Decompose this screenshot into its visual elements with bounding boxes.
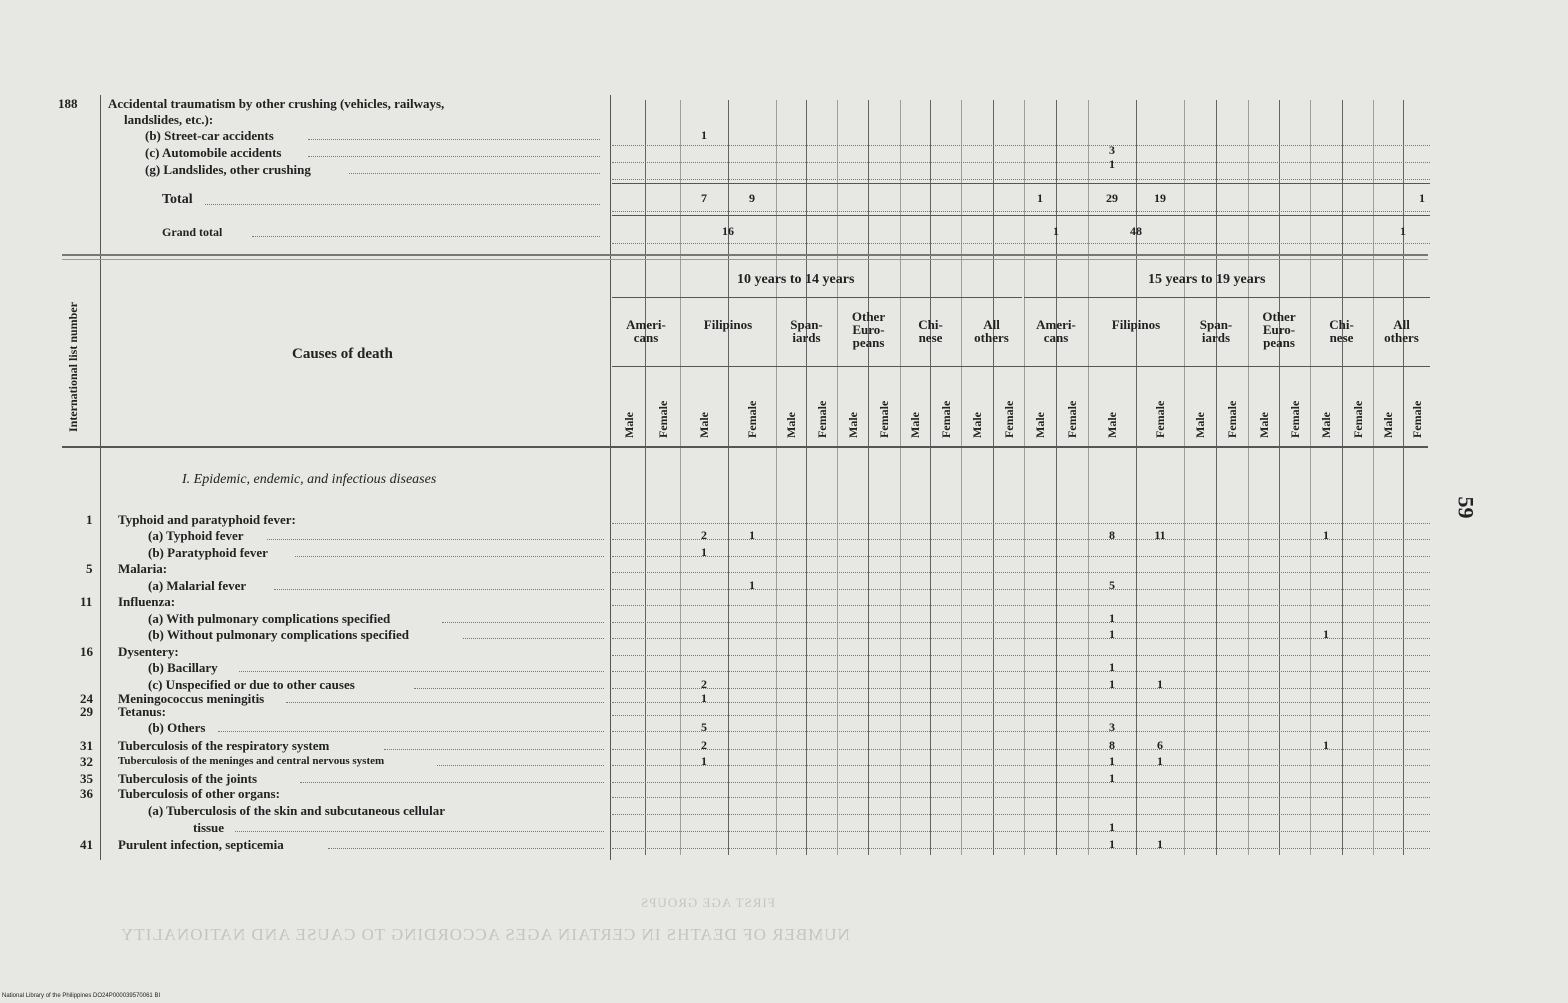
table-cell-value: 5	[1109, 578, 1115, 592]
table-cell-value: 8	[1109, 528, 1115, 542]
table-cell-value: 2	[701, 738, 707, 752]
causes-header: Causes of death	[292, 346, 393, 362]
column-rule	[1310, 100, 1311, 855]
leader-dots	[286, 702, 604, 703]
leader-dots	[384, 749, 604, 750]
nationality-header-line: Chi-	[1329, 317, 1354, 332]
row-label: tissue	[193, 820, 225, 835]
row-leader	[612, 797, 1430, 798]
leader-dots	[235, 831, 604, 832]
nationality-header-line: peans	[1263, 335, 1295, 350]
sex-header: Male	[1193, 412, 1207, 438]
leader-dots	[252, 236, 600, 237]
rule-section-break2	[62, 259, 1428, 260]
row-label: Dysentery:	[118, 644, 179, 659]
column-rule	[1136, 100, 1137, 855]
column-rule	[1056, 100, 1057, 855]
sex-header: Female	[877, 400, 891, 438]
footer-credit: National Library of the Philippines DO24P000039570061 BI	[2, 993, 161, 999]
table-cell-value: 1	[1109, 754, 1115, 768]
table-cell-value: 1	[1109, 837, 1115, 851]
sex-header: Male	[1319, 412, 1333, 438]
top-row-label: landslides, etc.):	[124, 112, 214, 127]
row-leader	[612, 162, 1430, 163]
sex-header: Female	[1350, 400, 1365, 438]
table-cell-value: 3	[1109, 720, 1115, 734]
sex-header: Male	[908, 412, 922, 438]
sex-header: Male	[1105, 412, 1119, 438]
section-title: I. Epidemic, endemic, and infectious diseases	[182, 472, 437, 487]
nationality-header-line: Filipinos	[1111, 317, 1161, 332]
column-rule	[645, 100, 646, 855]
row-leader	[612, 539, 1430, 540]
table-cell-value: 1	[1323, 738, 1329, 752]
column-rule	[1373, 100, 1374, 855]
row-leader	[612, 243, 1430, 244]
leader-dots	[414, 688, 604, 689]
nationality-header-line: All	[1393, 317, 1410, 332]
sex-header: Male	[621, 412, 636, 438]
row-label: (a) Typhoid fever	[148, 528, 244, 543]
sex-header: Male	[845, 412, 860, 438]
row-leader	[612, 605, 1430, 606]
row-number: 5	[86, 561, 93, 576]
sex-header: Female	[655, 400, 670, 438]
row-leader	[612, 831, 1430, 832]
row-label: (b) Without pulmonary complications specified	[148, 627, 409, 642]
leader-dots	[239, 671, 604, 672]
table-cell-value: 3	[1109, 143, 1115, 157]
table-rule	[610, 95, 611, 860]
column-rule	[993, 100, 994, 855]
table-cell-value: 1	[1109, 611, 1115, 625]
row-leader	[612, 179, 1430, 180]
sex-header: Male	[784, 412, 798, 438]
column-rule	[806, 100, 807, 855]
rule-section-break	[62, 254, 1428, 256]
nationality-header	[776, 318, 837, 344]
age-group-header: 10 years to 14 years	[737, 272, 855, 287]
row-leader	[612, 638, 1430, 639]
table-cell-value: 1	[701, 545, 707, 559]
leader-dots	[300, 782, 604, 783]
leader-dots	[218, 731, 604, 732]
row-number: 36	[80, 786, 93, 801]
top-row-label: (g) Landslides, other crushing	[145, 162, 311, 177]
row-label: (c) Unspecified or due to other causes	[148, 677, 355, 692]
row-leader	[612, 145, 1430, 146]
nationality-header-line: cans	[1043, 330, 1069, 345]
row-leader	[612, 715, 1430, 716]
nationality-header-line: Ameri-	[626, 317, 666, 332]
sex-header: Female	[1153, 400, 1167, 438]
row-label: Typhoid and paratyphoid fever:	[118, 512, 296, 527]
row-number: 35	[80, 771, 93, 786]
nationality-header	[961, 318, 1022, 344]
row-leader	[612, 731, 1430, 732]
row-leader	[612, 782, 1430, 783]
column-rule	[837, 100, 838, 855]
nationality-header-line: nese	[918, 330, 943, 345]
column-rule	[900, 100, 901, 855]
column-rule	[728, 100, 729, 855]
row-number: 1	[86, 512, 93, 527]
rule-grand	[612, 215, 1430, 216]
sex-header: Female	[1225, 400, 1239, 438]
column-rule	[930, 100, 931, 855]
rule-nat	[612, 366, 1430, 367]
row-leader	[612, 523, 1430, 524]
sex-header: Female	[1001, 400, 1016, 438]
table-cell-value: 1	[1109, 820, 1115, 834]
nationality-header-line: Ameri-	[1036, 317, 1076, 332]
row-number: 24	[80, 691, 93, 706]
nationality-header-line: iards	[1201, 330, 1231, 345]
row-label: Influenza:	[118, 594, 176, 609]
nationality-header-line: All	[983, 317, 1000, 332]
leader-dots	[437, 765, 604, 766]
table-cell-value: 1	[749, 578, 755, 592]
nationality-header-line: iards	[792, 330, 821, 345]
table-cell-value: 1	[1109, 677, 1115, 691]
nationality-header-line: Other	[851, 309, 886, 324]
table-cell-value: 11	[1154, 528, 1166, 542]
row-leader	[612, 556, 1430, 557]
bleed-through-title: NUMBER OF DEATHS IN CERTAIN AGES ACCORDING TO CAUSE AND NATIONALITY	[120, 925, 850, 944]
sex-header: Female	[745, 400, 759, 438]
nationality-header-line: Euro-	[852, 322, 885, 337]
table-cell-value: 1	[1400, 224, 1406, 238]
table-cell-value: 19	[1154, 191, 1166, 205]
page-number: 59	[1453, 496, 1479, 519]
table-cell-value: 1	[1323, 627, 1329, 641]
nationality-header-line: cans	[633, 330, 659, 345]
leader-dots	[308, 156, 600, 157]
sex-header: Female	[1409, 400, 1424, 438]
row-label: Tuberculosis of other organs:	[118, 786, 280, 801]
leader-dots	[463, 638, 604, 639]
table-cell-value: 1	[1323, 528, 1329, 542]
rule-group2	[1024, 297, 1430, 298]
row-number: 29	[80, 704, 93, 719]
table-cell-value: 1	[749, 528, 755, 542]
nationality-header-line: Other	[1262, 309, 1296, 324]
column-rule	[680, 100, 681, 855]
row-label: Meningococcus meningitis	[118, 691, 265, 706]
rule-header-bottom	[62, 446, 1428, 448]
row-label: Tuberculosis of the joints	[118, 771, 258, 786]
row-leader	[612, 572, 1430, 573]
leader-dots	[274, 589, 604, 590]
column-rule	[776, 100, 777, 855]
column-rule	[868, 100, 869, 855]
sex-header: Male	[697, 412, 711, 438]
row-label: (b) Paratyphoid fever	[148, 545, 268, 560]
rule-top-total	[612, 183, 1430, 184]
nationality-header-line: nese	[1329, 330, 1354, 345]
age-group-header: 15 years to 19 years	[1148, 272, 1266, 287]
row-leader	[612, 211, 1430, 212]
sex-header: Male	[1033, 412, 1047, 438]
table-cell-value: 48	[1130, 224, 1142, 238]
top-row-label: (c) Automobile accidents	[145, 145, 282, 160]
row-number: 41	[80, 837, 93, 852]
table-cell-value: 5	[701, 720, 707, 734]
intl-list-header: International list number	[66, 301, 80, 432]
table-cell-value: 1	[1109, 157, 1115, 171]
bleed-through-subtitle: FIRST AGE GROUPS	[640, 895, 775, 910]
nationality-header-line: Span-	[790, 317, 823, 332]
nationality-header	[1310, 318, 1373, 344]
column-rule	[1248, 100, 1249, 855]
nationality-header	[1373, 318, 1430, 344]
row-leader	[612, 848, 1430, 849]
sex-header: Male	[970, 412, 984, 438]
leader-dots	[328, 848, 604, 849]
column-rule	[1342, 100, 1343, 855]
table-cell-value: 1	[1053, 224, 1059, 238]
nationality-header-line: Filipinos	[703, 317, 753, 332]
table-cell-value: 1	[1109, 771, 1115, 785]
table-cell-value: 1	[1157, 837, 1163, 851]
column-rule	[1216, 100, 1217, 855]
leader-dots	[205, 204, 600, 205]
table-cell-value: 1	[1157, 677, 1163, 691]
leader-dots	[349, 173, 600, 174]
nationality-header	[837, 310, 900, 349]
row-leader	[612, 749, 1430, 750]
sex-header: Female	[1287, 400, 1302, 438]
row-label: Malaria:	[118, 561, 168, 576]
row-leader	[612, 655, 1430, 656]
row-label: (a) With pulmonary complications specified	[148, 611, 391, 626]
row-label: (b) Others	[148, 720, 206, 735]
table-cell-value: 16	[722, 224, 734, 238]
row-number: 31	[80, 738, 93, 753]
nationality-header	[1184, 318, 1248, 344]
top-row-number: 188	[58, 96, 78, 111]
row-label: Tuberculosis of the respiratory system	[118, 738, 330, 753]
table-cell-value: 1	[1109, 627, 1115, 641]
table-cell-value: 1	[1157, 754, 1163, 768]
table-cell-value: 6	[1157, 738, 1163, 752]
nationality-header	[612, 318, 680, 344]
leader-dots	[308, 139, 600, 140]
nationality-header-line: peans	[852, 335, 885, 350]
row-label: Tetanus:	[118, 704, 166, 719]
table-cell-value: 2	[701, 677, 707, 691]
row-leader	[612, 671, 1430, 672]
row-leader	[612, 688, 1430, 689]
table-cell-value: 1	[1037, 191, 1043, 205]
nationality-header	[680, 318, 776, 331]
row-leader	[612, 702, 1430, 703]
row-label: Tuberculosis of the meninges and central nervous system	[118, 755, 385, 767]
table-cell-value: 29	[1106, 191, 1118, 205]
row-leader	[612, 765, 1430, 766]
column-rule	[1088, 100, 1089, 855]
sex-header: Female	[938, 400, 953, 438]
column-rule	[1279, 100, 1280, 855]
sex-header: Female	[1065, 400, 1079, 438]
table-cell-value: 9	[749, 191, 755, 205]
sex-header: Male	[1381, 412, 1395, 438]
row-label: Purulent infection, septicemia	[118, 837, 284, 852]
row-number: 11	[80, 594, 93, 609]
leader-dots	[442, 622, 604, 623]
top-row-label: Accidental traumatism by other crushing (vehicles, railways,	[108, 96, 445, 111]
row-leader	[612, 589, 1430, 590]
column-rule	[1403, 100, 1404, 855]
nationality-header-line: Chi-	[918, 317, 943, 332]
nationality-header	[1248, 310, 1310, 349]
nationality-header-line: Span-	[1199, 317, 1233, 332]
column-rule	[1024, 100, 1025, 855]
row-label: (b) Bacillary	[148, 660, 218, 675]
nationality-header-line: others	[1384, 330, 1419, 345]
nationality-header	[900, 318, 961, 344]
column-rule	[1184, 100, 1185, 855]
table-cell-value: 2	[701, 528, 707, 542]
leader-dots	[295, 556, 604, 557]
table-cell-value: 1	[701, 754, 707, 768]
nationality-header-line: others	[974, 330, 1009, 345]
rule-group1	[612, 297, 1022, 298]
total-label: Total	[162, 192, 193, 207]
grand-total-label: Grand total	[162, 225, 223, 239]
column-rule	[961, 100, 962, 855]
table-cell-value: 1	[701, 691, 707, 705]
row-number: 16	[80, 644, 93, 659]
table-cell-value: 1	[1419, 191, 1425, 205]
row-label: (a) Tuberculosis of the skin and subcutaneous cellular	[148, 803, 446, 818]
row-label: (a) Malarial fever	[148, 578, 247, 593]
sex-header: Female	[814, 400, 829, 438]
row-number: 32	[80, 754, 93, 769]
leader-dots	[267, 539, 604, 540]
row-leader	[612, 622, 1430, 623]
table-cell-value: 1	[701, 128, 707, 142]
nationality-header-line: Euro-	[1262, 322, 1296, 337]
sex-header: Male	[1256, 412, 1271, 438]
row-leader	[612, 814, 1430, 815]
table-cell-value: 7	[701, 191, 707, 205]
table-cell-value: 1	[1109, 660, 1115, 674]
nationality-header	[1024, 318, 1088, 344]
table-rule	[100, 95, 101, 860]
nationality-header	[1088, 318, 1184, 331]
table-cell-value: 8	[1109, 738, 1115, 752]
top-row-label: (b) Street-car accidents	[145, 128, 274, 143]
